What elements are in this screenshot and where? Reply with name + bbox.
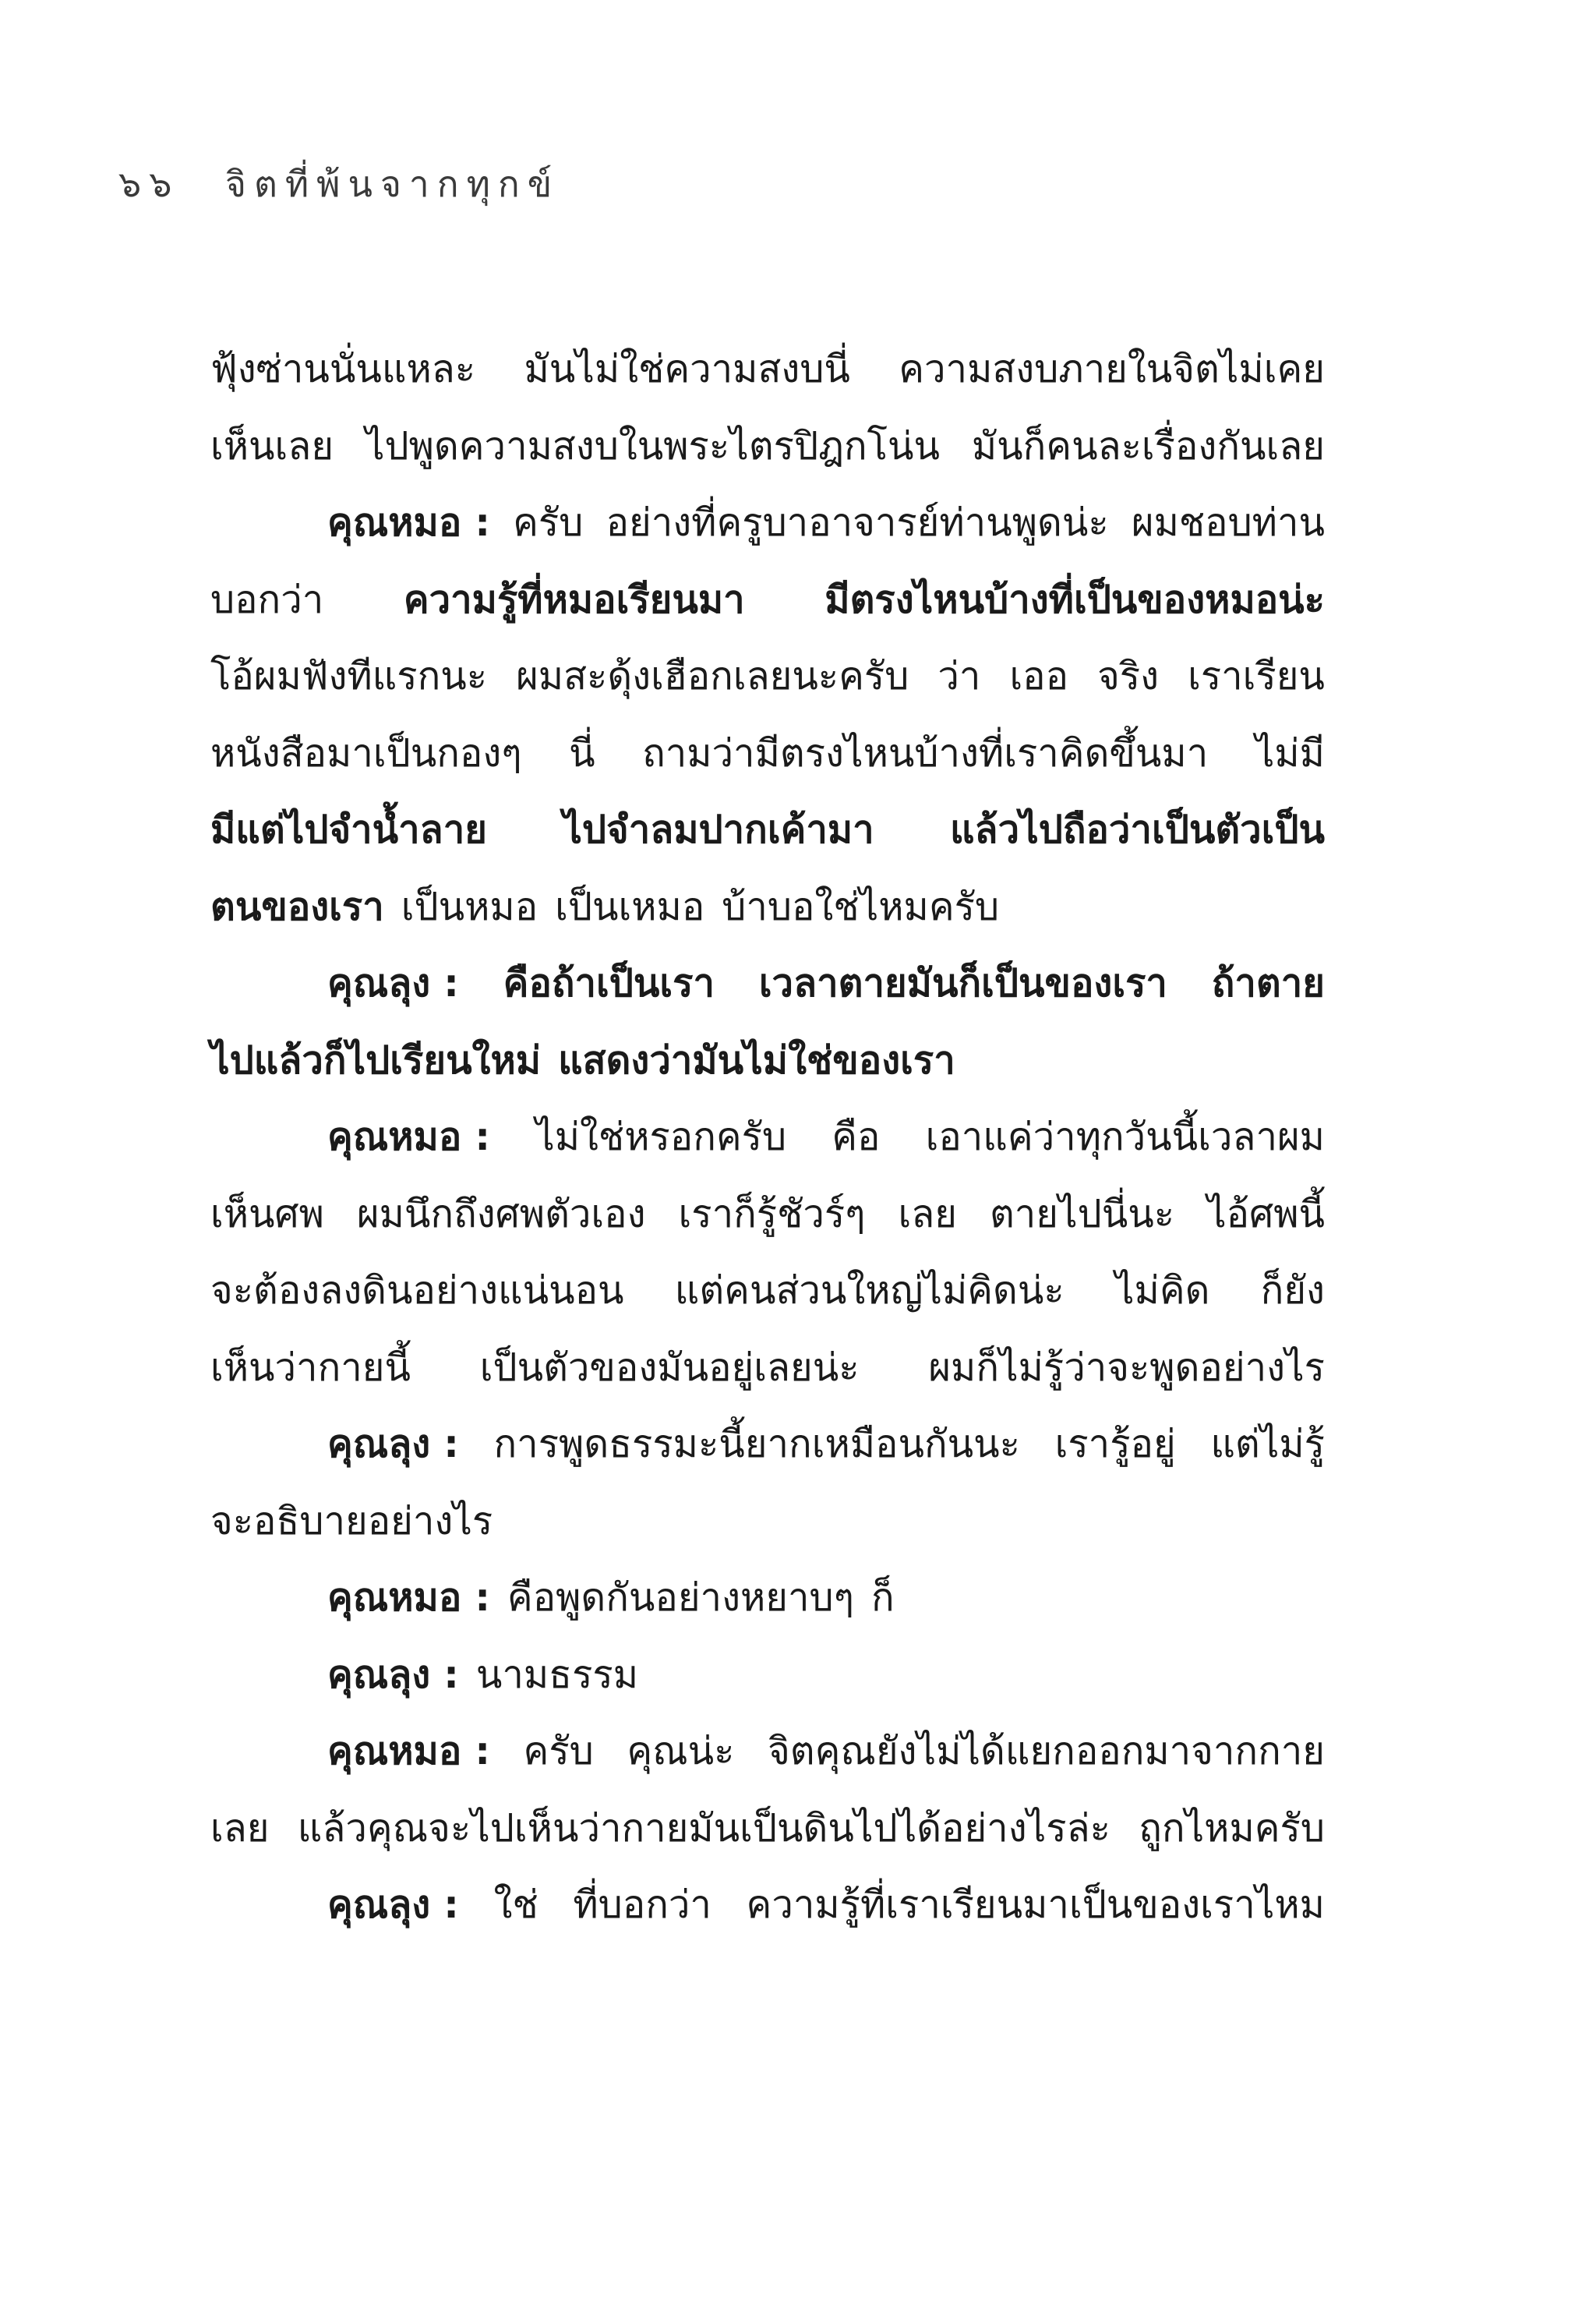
phrase: เออ xyxy=(1009,654,1069,698)
phrase: ตายไปนี่นะ xyxy=(989,1191,1175,1236)
phrase: ผมสะดุ้งเฮือกเลยนะครับ xyxy=(516,654,909,698)
phrase: ครับ xyxy=(513,500,584,545)
phrase: นามธรรม xyxy=(475,1652,639,1697)
phrase: แล้วคุณจะไปเห็นว่ากายมันเป็นดินไปได้อย่างไรล่ะ xyxy=(297,1805,1110,1851)
bold-phrase: แล้วไปถือว่าเป็นตัวเป็น xyxy=(949,808,1325,852)
phrase: ไอ้ศพนี้ xyxy=(1207,1191,1325,1236)
phrase: การพูดธรรมะนี้ยากเหมือนกันนะ xyxy=(493,1422,1020,1466)
bold-phrase: แสดงว่ามันไม่ใช่ของเรา xyxy=(558,1038,955,1083)
text-line xyxy=(210,638,1325,716)
phrase: เห็นเลย xyxy=(210,423,334,468)
phrase: ครับ xyxy=(523,1729,594,1773)
phrase: แต่คนส่วนใหญ่ไม่คิดน่ะ xyxy=(674,1268,1065,1313)
running-header xyxy=(118,156,560,213)
phrase: นี่ xyxy=(569,730,595,776)
phrase: ไม่คิด xyxy=(1114,1268,1210,1313)
phrase: บอกว่า xyxy=(210,577,324,622)
phrase: ถามว่ามีตรงไหนบ้างที่เราคิดขึ้นมา xyxy=(642,730,1209,776)
phrase: ผมชอบท่าน xyxy=(1131,500,1325,545)
text-line xyxy=(210,792,1325,869)
phrase: คุณน่ะ xyxy=(627,1729,735,1773)
phrase: เป็นเหมอ xyxy=(555,884,705,929)
phrase: มันก็คนละเรื่องกันเลย xyxy=(971,423,1325,468)
phrase: ว่า xyxy=(937,654,981,698)
text-line xyxy=(210,869,1325,946)
phrase: เราก็รู้ชัวร์ๆ xyxy=(678,1191,866,1236)
phrase: คือพูดกันอย่างหยาบๆ xyxy=(507,1575,854,1620)
bold-phrase: คุณลุง : xyxy=(327,1422,459,1466)
bold-phrase: ความรู้ที่หมอเรียนมา xyxy=(403,577,745,622)
phrase: จะต้องลงดินอย่างแน่นอน xyxy=(210,1268,624,1313)
bold-phrase: คุณลุง : xyxy=(327,1882,459,1927)
phrase: อย่างที่ครูบาอาจารย์ท่านพูดน่ะ xyxy=(606,500,1109,545)
phrase: มันไม่ใช่ความสงบนี่ xyxy=(524,347,850,391)
body-text xyxy=(210,331,1325,1944)
phrase: บ้าบอใช่ไหมครับ xyxy=(722,884,1000,929)
bold-phrase: มีตรงไหนบ้างที่เป็นของหมอน่ะ xyxy=(824,577,1325,622)
phrase: เรารู้อยู่ xyxy=(1054,1422,1176,1466)
text-line xyxy=(210,408,1325,486)
bold-phrase: มีแต่ไปจำน้ำลาย xyxy=(210,808,487,852)
text-line xyxy=(210,1637,1325,1714)
bold-phrase: ไปจำลมปากเค้ามา xyxy=(563,808,874,852)
phrase: ไม่มี xyxy=(1255,730,1325,776)
text-line xyxy=(210,1713,1325,1791)
phrase: หนังสือมาเป็นกองๆ xyxy=(210,730,522,776)
bold-phrase: เวลาตายมันก็เป็นของเรา xyxy=(758,961,1167,1006)
phrase: ใช่ xyxy=(493,1882,538,1927)
text-line xyxy=(210,1406,1325,1483)
phrase: ผมก็ไม่รู้ว่าจะพูดอย่างไร xyxy=(928,1345,1325,1390)
text-line xyxy=(210,1099,1325,1176)
bold-phrase: คือถ้าเป็นเรา xyxy=(503,961,715,1006)
phrase: คือ xyxy=(832,1115,881,1159)
phrase: ไปพูดความสงบในพระไตรปิฎกโน่น xyxy=(365,423,940,468)
phrase: เลย xyxy=(210,1805,270,1851)
phrase: จริง xyxy=(1097,654,1160,698)
book-title: จิตที่พ้นจากทุกข์ xyxy=(225,163,560,205)
text-line xyxy=(210,1023,1325,1100)
page-number: ๖๖ xyxy=(118,163,180,205)
phrase: จะอธิบายอย่างไร xyxy=(210,1498,493,1543)
phrase: โอ้ผมฟังทีแรกนะ xyxy=(210,654,488,698)
phrase: ไม่ใช่หรอกครับ xyxy=(535,1115,787,1159)
phrase: เป็นตัวของมันอยู่เลยน่ะ xyxy=(479,1345,860,1390)
bold-phrase: คุณหมอ : xyxy=(327,1729,490,1773)
text-line xyxy=(210,716,1325,793)
text-line xyxy=(210,1176,1325,1253)
phrase: ก็ xyxy=(870,1575,895,1620)
phrase: ก็ยัง xyxy=(1260,1268,1325,1313)
bold-phrase: คุณหมอ : xyxy=(327,1115,490,1159)
text-line xyxy=(210,1483,1325,1561)
text-line xyxy=(210,331,1325,408)
phrase: เห็นศพ xyxy=(210,1191,324,1236)
bold-phrase: ไปแล้วก็ไปเรียนใหม่ xyxy=(210,1038,542,1083)
phrase: ถูกไหมครับ xyxy=(1139,1805,1325,1851)
bold-phrase: คุณลุง : xyxy=(327,1652,459,1697)
phrase: ที่บอกว่า xyxy=(573,1882,711,1927)
bold-phrase: คุณลุง : xyxy=(327,961,459,1006)
phrase: ความรู้ที่เราเรียนมาเป็นของเราไหม xyxy=(746,1882,1325,1927)
text-line xyxy=(210,485,1325,562)
text-line xyxy=(210,562,1325,639)
text-line xyxy=(210,1560,1325,1637)
bold-phrase: คุณหมอ : xyxy=(327,1575,490,1620)
text-line xyxy=(210,946,1325,1023)
bold-phrase: ถ้าตาย xyxy=(1211,961,1325,1006)
bold-phrase: ตนของเรา xyxy=(210,884,384,929)
phrase: เอาแค่ว่าทุกวันนี้เวลาผม xyxy=(925,1115,1325,1159)
phrase: เห็นว่ากายนี้ xyxy=(210,1345,411,1390)
phrase: เลย xyxy=(898,1191,957,1236)
phrase: ผมนึกถึงศพตัวเอง xyxy=(356,1191,646,1236)
text-line xyxy=(210,1791,1325,1868)
phrase: ฟุ้งซ่านนั่นแหละ xyxy=(210,347,476,391)
bold-phrase: คุณหมอ : xyxy=(327,500,490,545)
phrase: จิตคุณยังไม่ได้แยกออกมาจากกาย xyxy=(768,1729,1325,1773)
phrase: แต่ไม่รู้ xyxy=(1210,1422,1325,1466)
text-line xyxy=(210,1253,1325,1330)
text-line xyxy=(210,1867,1325,1944)
text-line xyxy=(210,1330,1325,1407)
phrase: เราเรียน xyxy=(1188,654,1325,698)
phrase: ความสงบภายในจิตไม่เคย xyxy=(899,347,1325,391)
phrase: เป็นหมอ xyxy=(401,884,538,929)
